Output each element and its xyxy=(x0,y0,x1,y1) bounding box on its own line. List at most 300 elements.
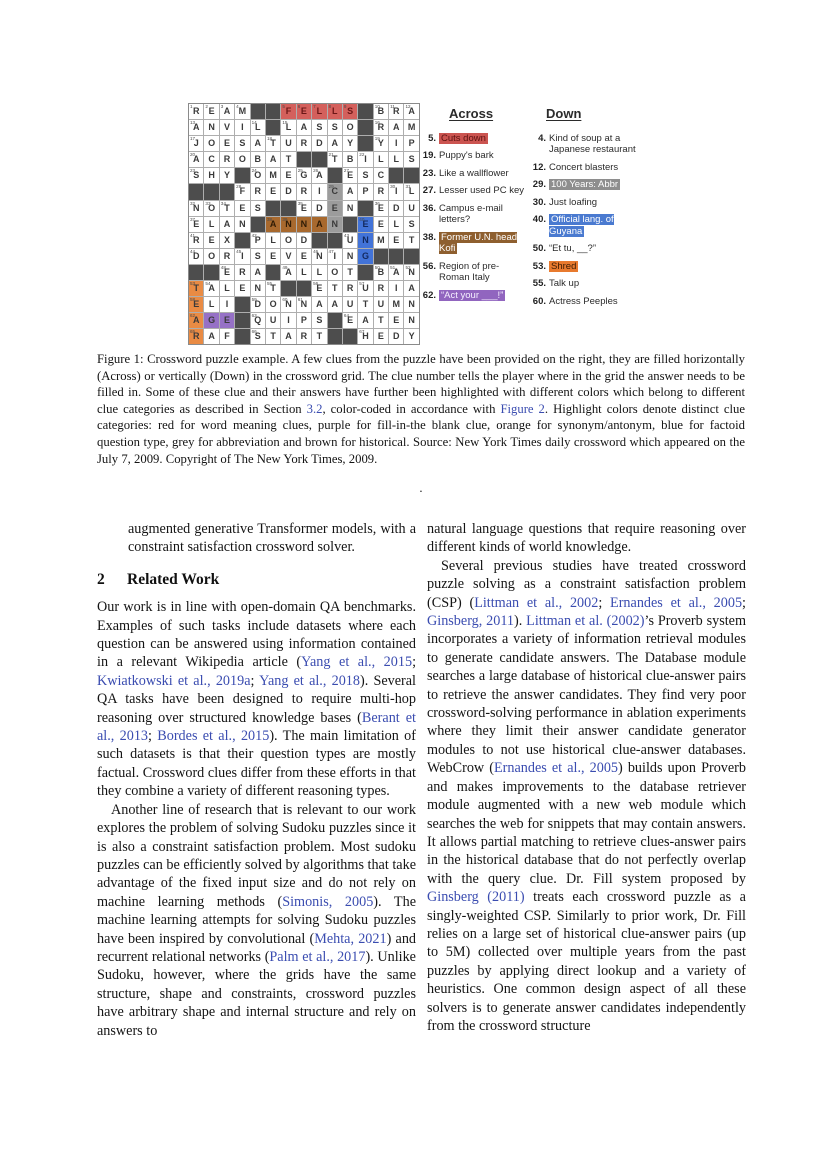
grid-cell xyxy=(343,184,357,199)
text-run: ; xyxy=(250,672,260,689)
grid-cell xyxy=(358,329,372,344)
grid-cell xyxy=(374,120,388,135)
grid-cell-number: 57 xyxy=(359,281,365,287)
grid-cell xyxy=(404,329,418,344)
grid-letter: O xyxy=(208,138,216,149)
grid-letter: E xyxy=(347,170,354,181)
grid-letter: I xyxy=(241,122,244,133)
grid-letter: S xyxy=(408,218,415,229)
grid-letter: X xyxy=(223,234,230,245)
grid-cell xyxy=(251,313,265,328)
across-clue xyxy=(420,168,528,180)
grid-cell xyxy=(189,136,203,151)
citation-link[interactable]: Simonis, 2005 xyxy=(282,893,374,910)
grid-cell xyxy=(235,184,249,199)
grid-letter: L xyxy=(378,154,384,165)
grid-cell xyxy=(235,217,249,232)
grid-black-cell xyxy=(389,168,403,183)
grid-letter: E xyxy=(362,218,369,229)
clue-text: Like a wallflower xyxy=(439,167,509,179)
grid-letter: R xyxy=(377,186,385,197)
grid-cell xyxy=(389,217,403,232)
grid-cell xyxy=(266,329,280,344)
grid-cell xyxy=(374,233,388,248)
grid-cell-number: 35 xyxy=(297,200,303,206)
clue-text: Puppy's bark xyxy=(439,150,494,161)
grid-cell xyxy=(328,184,342,199)
grid-letter: A xyxy=(316,170,323,181)
grid-black-cell xyxy=(358,104,372,119)
clue-text: Concert blasters xyxy=(549,161,619,173)
grid-cell-number: 41 xyxy=(190,232,196,238)
body-paragraph xyxy=(97,801,416,1040)
grid-cell xyxy=(204,201,218,216)
grid-letter: E xyxy=(300,202,307,213)
grid-cell xyxy=(204,329,218,344)
grid-letter: S xyxy=(193,170,200,181)
grid-cell xyxy=(281,217,295,232)
clue-number: 27. xyxy=(422,185,436,196)
grid-letter: R xyxy=(346,283,354,294)
grid-cell xyxy=(220,217,234,232)
clue-text: Actress Peeples xyxy=(549,295,618,307)
citation-link[interactable]: Palm et al., 2017 xyxy=(269,948,366,965)
citation-link[interactable]: Bordes et al., 2015 xyxy=(157,728,270,745)
grid-cell xyxy=(358,233,372,248)
grid-cell xyxy=(220,329,234,344)
grid-cell-number: 20 xyxy=(190,152,196,158)
grid-letter: U xyxy=(346,234,354,245)
grid-letter: S xyxy=(254,331,261,342)
grid-cell-number: 11 xyxy=(390,104,395,109)
grid-cell-number: 25 xyxy=(297,168,303,174)
across-clue xyxy=(420,185,528,197)
citation-link[interactable]: Littman et al. (2002) xyxy=(526,613,645,630)
grid-letter: D xyxy=(254,299,261,310)
grid-cell-number: 64 xyxy=(343,313,350,319)
grid-cell xyxy=(404,120,418,135)
citation-link[interactable]: Mehta, 2021 xyxy=(314,930,387,947)
grid-cell xyxy=(251,136,265,151)
grid-cell-number: 26 xyxy=(313,168,319,174)
grid-cell-number: 8 xyxy=(328,104,332,109)
grid-cell xyxy=(374,136,388,151)
grid-cell-number: 66 xyxy=(251,329,257,335)
grid-cell-number: 30 xyxy=(390,184,396,190)
grid-letter: L xyxy=(208,299,215,310)
text-run: ). Unlike Sudoku, however, where the grids have the same structure, shape and constraints, crossword puzzles have arbitrary shape and internal structure and rely on answers to xyxy=(97,948,416,1039)
grid-letter: T xyxy=(331,283,338,294)
grid-cell xyxy=(328,217,342,232)
grid-cell xyxy=(328,136,342,151)
grid-letter: L xyxy=(285,122,292,133)
grid-letter: L xyxy=(301,266,307,277)
grid-letter: L xyxy=(393,218,400,229)
grid-cell xyxy=(266,217,280,232)
grid-letter: T xyxy=(270,283,276,294)
grid-letter: N xyxy=(331,218,338,229)
grid-black-cell xyxy=(297,281,311,296)
down-clue xyxy=(527,296,648,308)
grid-letter: I xyxy=(318,186,321,197)
text-run: ; xyxy=(598,594,611,611)
grid-cell xyxy=(220,168,234,183)
clue-number: 23. xyxy=(422,167,436,179)
grid-letter: E xyxy=(377,331,384,342)
clue-text: “Et tu, __?” xyxy=(549,243,596,254)
grid-cell-number: 48 xyxy=(220,264,226,270)
grid-letter: T xyxy=(193,283,199,294)
grid-cell xyxy=(204,233,218,248)
grid-cell-number: 51 xyxy=(390,264,396,270)
grid-cell xyxy=(374,329,388,344)
grid-letter: D xyxy=(192,250,200,261)
grid-cell xyxy=(343,120,357,135)
right-column xyxy=(427,520,746,1035)
grid-cell-number: 1 xyxy=(190,104,193,109)
grid-cell-number: 54 xyxy=(205,281,211,287)
citation-link[interactable]: Ernandes et al., 2005 xyxy=(610,594,743,611)
grid-cell xyxy=(328,265,342,280)
grid-cell-number: 12 xyxy=(405,104,411,109)
citation-link[interactable]: 3.2 xyxy=(306,401,323,416)
grid-letter: I xyxy=(395,283,398,294)
grid-letter: M xyxy=(269,170,277,181)
grid-black-cell xyxy=(328,168,342,183)
grid-cell xyxy=(266,168,280,183)
grid-cell-number: 61 xyxy=(297,297,303,303)
grid-cell xyxy=(189,104,203,119)
clue-number: 30. xyxy=(532,196,546,208)
text-run: ; xyxy=(148,728,158,745)
grid-cell xyxy=(312,168,326,183)
grid-black-cell xyxy=(343,217,357,232)
grid-letter: E xyxy=(239,202,246,213)
grid-cell-number: 50 xyxy=(374,264,380,270)
grid-cell xyxy=(358,168,372,183)
grid-letter: O xyxy=(285,234,293,245)
grid-cell-number: 31 xyxy=(405,184,411,190)
grid-black-cell xyxy=(358,120,372,135)
citation-link[interactable]: Littman et al., 2002 xyxy=(474,594,599,611)
grid-cell xyxy=(374,152,388,167)
grid-cell xyxy=(358,184,372,199)
grid-cell xyxy=(343,152,357,167)
grid-cell xyxy=(251,233,265,248)
grid-cell xyxy=(343,297,357,312)
citation-link[interactable]: Kwiatkowski et al., 2019a xyxy=(97,672,251,689)
grid-letter: R xyxy=(192,331,200,342)
crossword-grid xyxy=(188,103,420,345)
grid-cell-number: 27 xyxy=(343,168,350,174)
grid-cell-number: 15 xyxy=(282,120,288,126)
grid-cell xyxy=(220,281,234,296)
grid-letter: L xyxy=(316,106,323,116)
grid-cell xyxy=(220,104,234,119)
grid-cell xyxy=(404,184,418,199)
grid-letter: A xyxy=(362,315,369,326)
citation-link[interactable]: Yang et al., 2018 xyxy=(259,672,360,689)
grid-black-cell xyxy=(251,217,265,232)
grid-cell xyxy=(266,152,280,167)
grid-letter: A xyxy=(408,283,415,294)
grid-cell xyxy=(374,201,388,216)
grid-cell xyxy=(204,249,218,264)
grid-black-cell xyxy=(220,184,234,199)
grid-cell xyxy=(374,265,388,280)
grid-cell xyxy=(235,265,249,280)
grid-letter: A xyxy=(316,218,323,229)
clue-text: Kind of soup at a Japanese restaurant xyxy=(549,132,636,155)
text-run: ) builds upon Proverb and makes improvements to the database retriever module augmented with a new web module which searches the web for snippets that may contain answers. It allows partial matching to retrieve clues-answer pairs in the historical database that do not perfectly overlap with the query clue. Dr. Fill system proposed by xyxy=(427,760,746,887)
grid-cell-number: 6 xyxy=(297,104,301,109)
grid-cell xyxy=(281,168,295,183)
grid-letter: I xyxy=(287,315,290,326)
grid-cell xyxy=(266,313,280,328)
grid-cell xyxy=(204,217,218,232)
grid-letter: T xyxy=(270,331,276,342)
grid-letter: I xyxy=(241,250,244,261)
grid-letter: N xyxy=(362,234,369,245)
grid-cell xyxy=(220,233,234,248)
grid-cell xyxy=(312,297,326,312)
text-run: , color-coded in accordance with xyxy=(322,401,501,416)
grid-letter: A xyxy=(269,154,277,165)
grid-letter: V xyxy=(285,250,292,261)
grid-cell xyxy=(389,104,403,119)
grid-letter: I xyxy=(395,186,398,197)
grid-cell xyxy=(374,184,388,199)
grid-black-cell xyxy=(266,104,280,119)
grid-cell-number: 38 xyxy=(266,216,273,222)
text-run: Figure 1: Crossword puzzle example. A few clues from the puzzle have been provided on the right, they are filled horizontally (Across) or vertically (Down) in the crossword grid. The clue number tells the player where in the grid the answer needs to be filled in. Some of these clue and their answers have further been highlighted with different colors which belong to different clue categories as described in Section xyxy=(97,352,745,416)
citation-link[interactable]: Berant et al., 2013 xyxy=(97,709,416,745)
grid-black-cell xyxy=(343,329,357,344)
citation-link[interactable]: Figure 2 xyxy=(500,401,545,416)
grid-cell-number: 47 xyxy=(328,248,334,254)
section-number: 2 xyxy=(97,570,105,588)
clue-number: 38. xyxy=(422,231,436,243)
grid-cell xyxy=(328,249,342,264)
grid-cell xyxy=(281,152,295,167)
grid-cell xyxy=(189,217,203,232)
grid-cell xyxy=(312,120,326,135)
grid-black-cell xyxy=(189,184,203,199)
across-clue xyxy=(420,290,528,302)
grid-cell xyxy=(404,297,418,312)
grid-cell xyxy=(328,297,342,312)
grid-letter: G xyxy=(361,250,369,261)
grid-cell xyxy=(297,313,311,328)
grid-cell xyxy=(404,136,418,151)
grid-letter: C xyxy=(331,186,338,197)
grid-letter: N xyxy=(346,250,354,261)
grid-cell xyxy=(251,281,265,296)
grid-cell xyxy=(189,152,203,167)
grid-cell xyxy=(328,120,342,135)
clue-text: Talk up xyxy=(549,278,580,289)
grid-cell xyxy=(358,297,372,312)
grid-letter: T xyxy=(347,266,353,277)
grid-cell xyxy=(374,104,388,119)
citation-link[interactable]: Ernandes et al., 2005 xyxy=(494,760,619,777)
down-clue xyxy=(527,261,648,273)
grid-letter: B xyxy=(377,106,385,116)
grid-cell xyxy=(343,104,357,119)
grid-black-cell xyxy=(235,168,249,183)
grid-cell xyxy=(235,201,249,216)
clue-number: 50. xyxy=(532,243,546,254)
grid-cell xyxy=(281,297,295,312)
clue-text xyxy=(549,214,648,237)
grid-letter: N xyxy=(300,299,308,310)
down-clue xyxy=(527,133,648,156)
grid-cell xyxy=(328,104,342,119)
across-clue xyxy=(420,133,528,145)
grid-cell xyxy=(297,233,311,248)
grid-letter: T xyxy=(362,299,369,310)
section-heading xyxy=(97,571,416,589)
grid-cell xyxy=(312,201,326,216)
highlighted-clue-blue: Official lang. of Guyana xyxy=(549,214,614,237)
citation-link[interactable]: Ginsberg (2011) xyxy=(427,889,525,906)
grid-cell xyxy=(189,201,203,216)
grid-cell xyxy=(404,152,418,167)
grid-letter: M xyxy=(238,106,247,116)
grid-letter: H xyxy=(208,170,215,181)
grid-cell-number: 62 xyxy=(190,313,196,319)
grid-letter: S xyxy=(316,122,323,133)
grid-letter: E xyxy=(331,202,338,213)
grid-cell xyxy=(220,201,234,216)
grid-letter: G xyxy=(208,315,216,326)
grid-cell-number: 21 xyxy=(328,152,334,158)
grid-cell xyxy=(389,201,403,216)
right-column-paragraphs xyxy=(427,520,746,1035)
down-header: Down xyxy=(546,106,582,121)
grid-cell xyxy=(251,152,265,167)
text-run: . Highlight colors denote distinct clue categories: red for word meaning clues, purple for fill-in-the blank clue, orange for synonym/antonym, blue for factoid question type, grey for abbreviation and brown for historical. Source: New York Times daily crossword which appeared on the July 7, 2009. Copyright of The New York Times, 2009. xyxy=(97,401,745,466)
clue-number: 62. xyxy=(422,289,436,301)
grid-letter: C xyxy=(377,170,385,181)
grid-letter: L xyxy=(208,218,215,229)
grid-cell-number: 3 xyxy=(220,104,224,109)
grid-cell-number: 23 xyxy=(190,168,196,174)
grid-letter: A xyxy=(393,122,400,133)
highlighted-clue-orange: Shred xyxy=(551,260,577,272)
grid-letter: R xyxy=(239,266,246,277)
grid-black-cell xyxy=(204,265,218,280)
grid-cell xyxy=(404,281,418,296)
grid-black-cell xyxy=(235,313,249,328)
grid-letter: E xyxy=(300,106,307,116)
grid-cell xyxy=(358,249,372,264)
grid-cell xyxy=(204,281,218,296)
grid-letter: A xyxy=(192,122,200,133)
text-run: ). The machine learning attempts for solving Sudoku puzzles have been inspired by convolutional ( xyxy=(97,893,416,947)
grid-cell xyxy=(266,249,280,264)
grid-letter: R xyxy=(192,234,200,245)
grid-letter: N xyxy=(316,250,323,261)
grid-letter: L xyxy=(270,234,276,245)
grid-letter: I xyxy=(333,250,336,261)
text-run: ). Several QA tasks have been designed to require multi-hop reasoning over structured knowledge bases ( xyxy=(97,672,416,726)
clue-text xyxy=(439,290,528,302)
grid-letter: I xyxy=(225,299,229,310)
grid-cell xyxy=(297,249,311,264)
grid-letter: E xyxy=(377,202,384,213)
grid-cell xyxy=(189,329,203,344)
down-clue-list xyxy=(527,108,648,313)
grid-cell-number: 34 xyxy=(220,200,226,206)
text-run: treats each crossword puzzle as a singly-weighted CSP. Similarly to prior work, Dr. Fill relies on a large set of historical clue-answer pairs (up to 5M) collected over multiple years from the past puzzles by applying direct lookup and a variety of heuristics. One common design aspect of all these solvers is to generate answer candidates independently from the crossword structure xyxy=(427,889,746,1034)
grid-letter: Y xyxy=(408,331,415,342)
grid-letter: M xyxy=(392,299,401,310)
grid-cell xyxy=(358,217,372,232)
grid-cell xyxy=(312,104,326,119)
grid-cell xyxy=(281,120,295,135)
grid-cell xyxy=(220,297,234,312)
grid-black-cell xyxy=(189,265,203,280)
grid-letter: E xyxy=(300,250,307,261)
grid-letter: S xyxy=(254,202,261,213)
grid-letter: A xyxy=(331,299,338,310)
grid-cell-number: 2 xyxy=(205,104,208,109)
grid-letter: R xyxy=(377,122,385,133)
grid-letter: S xyxy=(331,122,338,133)
grid-cell xyxy=(343,201,357,216)
text-run: Another line of research that is relevant to our work explores the problem of solving Sudoku puzzles since it is also a constraint satisfaction problem. Most sudoku puzzles can be efficiently solved by algorithms that take advantage of the fixed input size and do not rely on machine learning methods ( xyxy=(97,801,416,910)
grid-cell xyxy=(266,136,280,151)
grid-letter: T xyxy=(408,234,415,245)
grid-letter: O xyxy=(208,250,216,261)
clue-text xyxy=(439,232,528,255)
grid-letter: R xyxy=(300,186,308,197)
grid-letter: A xyxy=(316,299,323,310)
grid-cell xyxy=(204,168,218,183)
clue-text xyxy=(439,133,528,145)
grid-cell xyxy=(312,329,326,344)
across-clue xyxy=(420,232,528,255)
grid-letter: T xyxy=(378,315,384,326)
citation-link[interactable]: Yang et al., 2015 xyxy=(301,654,413,671)
grid-letter: N xyxy=(254,283,261,294)
grid-letter: E xyxy=(285,170,292,181)
grid-letter: L xyxy=(224,283,230,294)
grid-cell xyxy=(235,120,249,135)
grid-cell-number: 33 xyxy=(205,200,211,206)
grid-letter: P xyxy=(408,138,415,149)
grid-letter: A xyxy=(408,106,415,116)
text-run: natural language questions that require reasoning over different kinds of world knowledge. xyxy=(427,521,746,556)
highlighted-clue-purple: “Act your ___!” xyxy=(441,289,504,301)
grid-letter: U xyxy=(377,299,385,310)
figure-caption xyxy=(97,351,745,467)
grid-cell-number: 37 xyxy=(190,216,196,222)
grid-cell xyxy=(220,313,234,328)
grid-cell xyxy=(374,168,388,183)
grid-letter: E xyxy=(377,218,384,229)
grid-letter: P xyxy=(362,186,369,197)
citation-link[interactable]: Ginsberg, 2011 xyxy=(427,613,515,630)
grid-cell xyxy=(389,281,403,296)
across-clue xyxy=(420,150,528,162)
grid-letter: T xyxy=(270,138,276,149)
grid-cell xyxy=(204,104,218,119)
grid-letter: N xyxy=(285,299,292,310)
grid-cell xyxy=(389,329,403,344)
grid-cell xyxy=(358,281,372,296)
